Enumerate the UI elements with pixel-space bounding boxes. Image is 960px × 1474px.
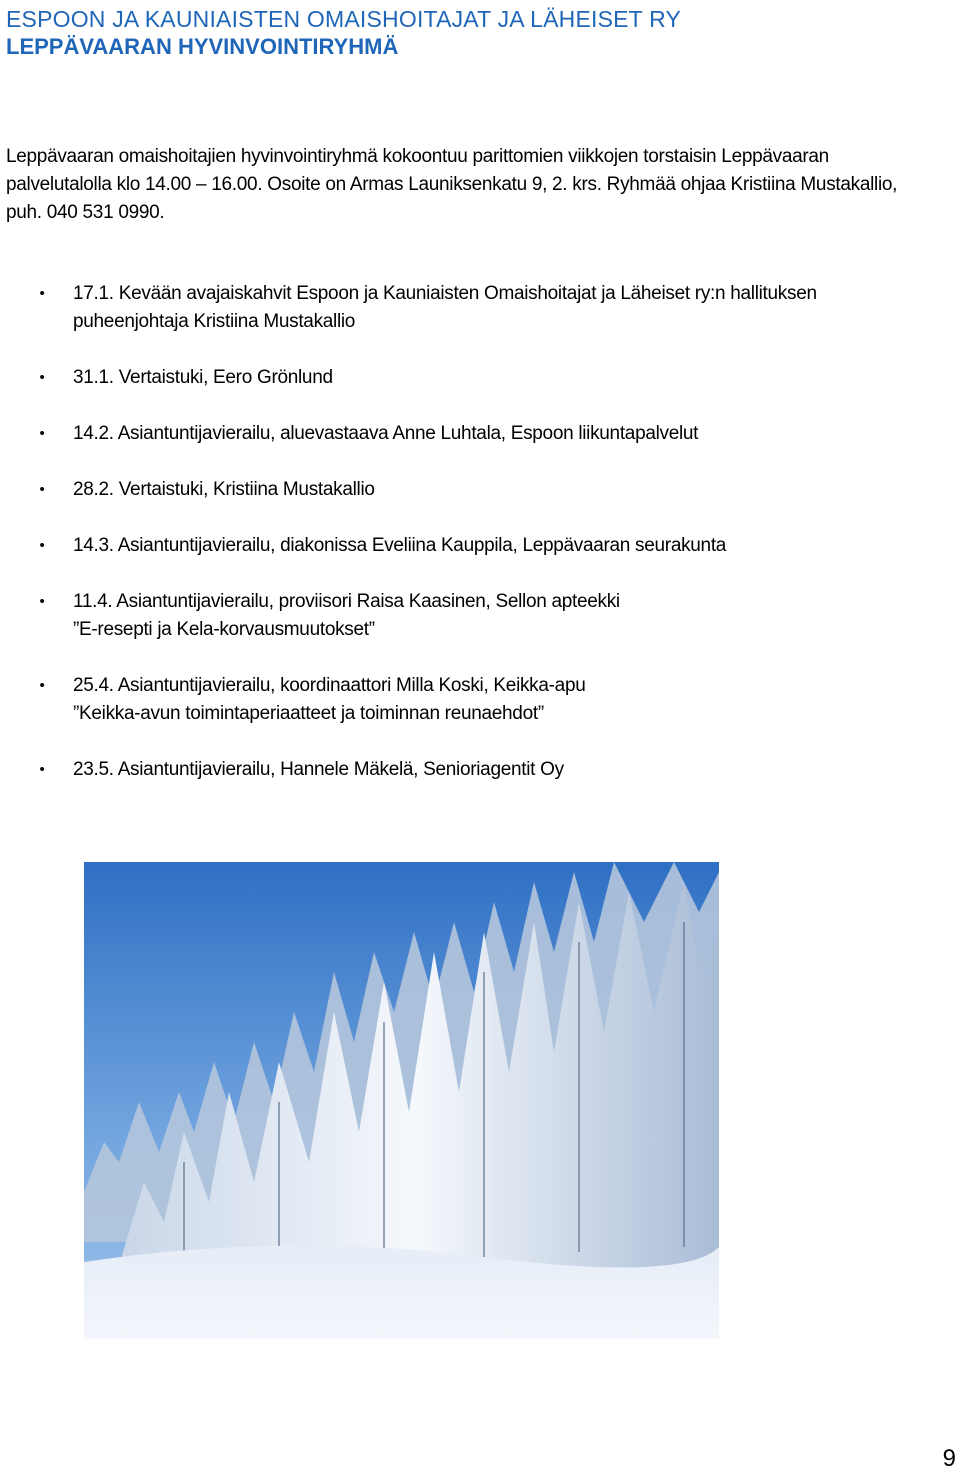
event-text: 11.4. Asiantuntijavierailu, proviisori Raisa Kaasinen, Sellon apteekki: [73, 591, 620, 612]
list-item: [36, 476, 936, 504]
intro-paragraph: Leppävaaran omaishoitajien hyvinvointiryhmä kokoontuu parittomien viikkojen torstaisin Leppävaaran palvelutalolla klo 14.00 – 16.00. Osoite on Armas Launiksenkatu 9, 2. krs. Ryhmää ohjaa Kristiina Mustakallio, puh. 040 531 0990.: [6, 146, 898, 223]
event-text: 31.1. Vertaistuki, Eero Grönlund: [73, 367, 333, 388]
bullet-icon: •: [39, 537, 45, 554]
group-title: LEPPÄVAARAN HYVINVOINTIRYHMÄ: [6, 34, 399, 59]
document-header: [6, 4, 946, 60]
event-text: 14.3. Asiantuntijavierailu, diakonissa Eveliina Kauppila, Leppävaaran seurakunta: [73, 535, 727, 556]
list-item: [36, 588, 936, 644]
snowy-forest-photo: [84, 862, 719, 1339]
list-item: [36, 364, 936, 392]
event-subtitle: ”Keikka-avun toimintaperiaatteet ja toiminnan reunaehdot”: [73, 703, 544, 724]
list-item: [36, 420, 936, 448]
bullet-icon: •: [39, 593, 45, 610]
bullet-icon: •: [39, 761, 45, 778]
bullet-icon: •: [39, 677, 45, 694]
event-text: 25.4. Asiantuntijavierailu, koordinaattori Milla Koski, Keikka-apu: [73, 675, 586, 696]
event-text: 28.2. Vertaistuki, Kristiina Mustakallio: [73, 479, 375, 500]
list-item: [36, 756, 936, 784]
event-list: [36, 280, 936, 812]
bullet-icon: •: [39, 285, 45, 302]
list-item: [36, 280, 936, 336]
bullet-icon: •: [39, 481, 45, 498]
event-subtitle: ”E-resepti ja Kela-korvausmuutokset”: [73, 619, 375, 640]
page-number: 9: [942, 1445, 956, 1472]
list-item: [36, 532, 936, 560]
event-text: 17.1. Kevään avajaiskahvit Espoon ja Kauniaisten Omaishoitajat ja Läheiset ry:n hallituksen puheenjohtaja Kristiina Mustakallio: [73, 283, 817, 332]
event-text: 14.2. Asiantuntijavierailu, aluevastaava Anne Luhtala, Espoon liikuntapalvelut: [73, 423, 699, 444]
list-item: [36, 672, 936, 728]
event-text: 23.5. Asiantuntijavierailu, Hannele Mäkelä, Senioriagentit Oy: [73, 759, 564, 780]
organization-title: ESPOON JA KAUNIAISTEN OMAISHOITAJAT JA LÄHEISET RY: [6, 6, 682, 32]
bullet-icon: •: [39, 425, 45, 442]
bullet-icon: •: [39, 369, 45, 386]
